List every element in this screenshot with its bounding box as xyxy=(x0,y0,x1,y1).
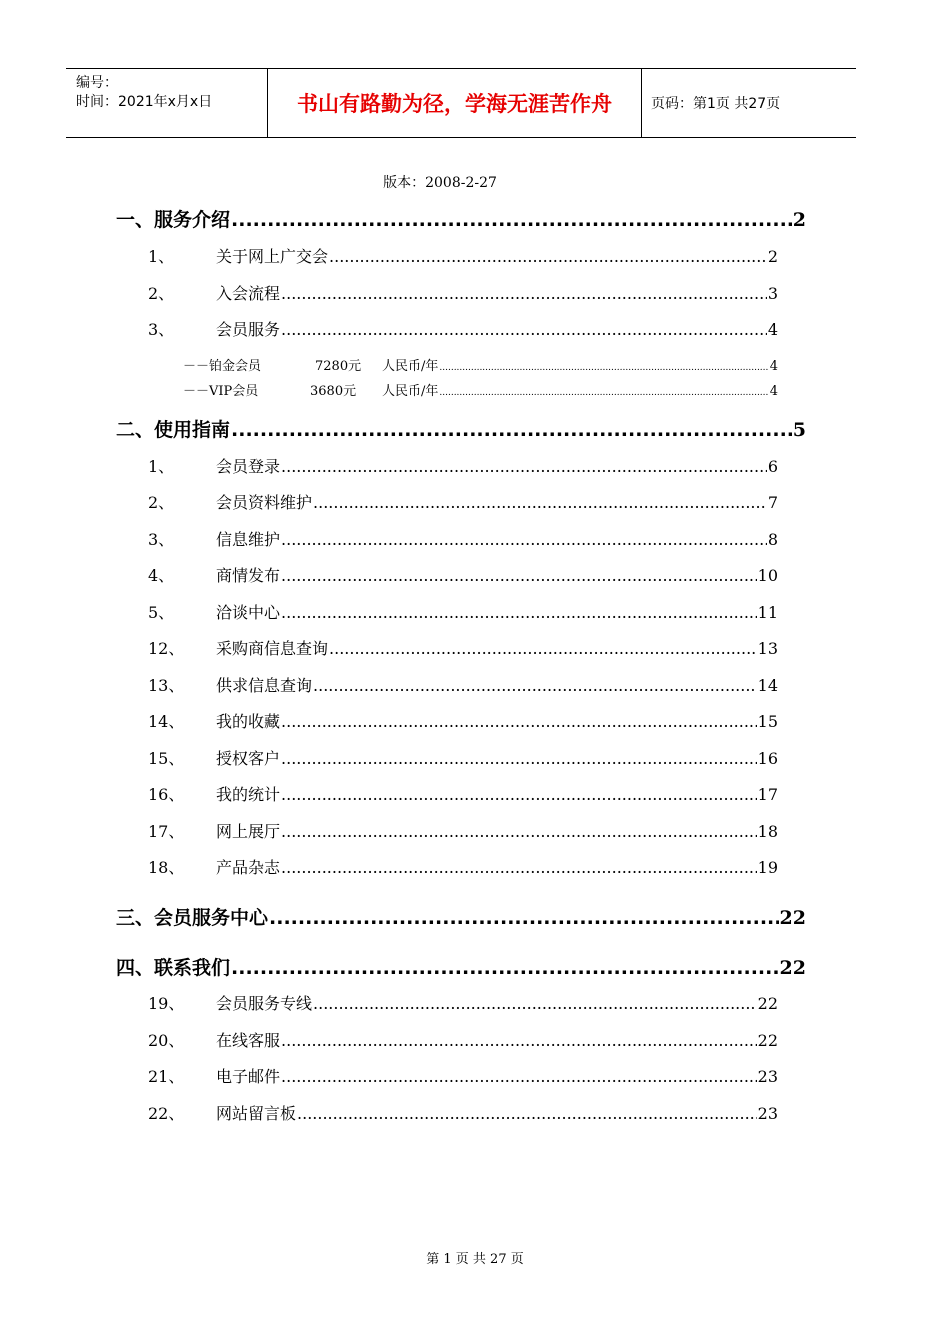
version-label: 版本：2008-2-27 xyxy=(383,175,497,191)
toc-item-index: 2、 xyxy=(148,493,175,512)
toc-item-title: 会员资料维护 xyxy=(216,493,313,512)
toc-item-title: 我的收藏 xyxy=(216,712,281,731)
page-header xyxy=(66,68,856,138)
toc-item-title: 会员服务 xyxy=(216,320,281,339)
toc-leader xyxy=(281,530,767,549)
toc-item-index: 12、 xyxy=(148,639,185,658)
toc-page: 19 xyxy=(757,858,778,877)
toc-item-index: 20、 xyxy=(148,1031,185,1050)
toc-item-index: 3、 xyxy=(148,530,175,549)
toc-section-title: 一、服务介绍 xyxy=(116,209,231,231)
toc-item-index: 19、 xyxy=(148,994,185,1013)
toc-item-title: 会员服务专线 xyxy=(216,994,313,1013)
header-meta xyxy=(66,69,267,137)
toc-sub-name: －－铂金会员 xyxy=(183,359,262,374)
toc-page: 11 xyxy=(757,603,778,622)
toc-section-title: 三、会员服务中心 xyxy=(116,907,269,929)
toc-item-title: 电子邮件 xyxy=(216,1067,281,1086)
toc-item[interactable] xyxy=(148,782,778,805)
toc-item[interactable] xyxy=(148,709,778,732)
toc-page: 5 xyxy=(792,419,806,441)
toc-item[interactable] xyxy=(148,600,778,623)
toc-item-index: 2、 xyxy=(148,284,175,303)
page-footer: 第 1 页 共 27 页 xyxy=(426,1252,524,1267)
toc-leader xyxy=(281,320,767,339)
toc-sub-price: 7280元 xyxy=(315,359,362,374)
toc-item[interactable] xyxy=(148,281,778,304)
toc-page: 4 xyxy=(767,320,778,339)
toc-leader xyxy=(231,419,792,441)
toc-item[interactable] xyxy=(148,244,778,267)
toc-leader xyxy=(313,676,757,695)
toc-subitem[interactable] xyxy=(183,380,778,399)
toc-sub-price: 3680元 xyxy=(310,384,357,399)
toc-leader xyxy=(281,1031,757,1050)
toc-item[interactable] xyxy=(148,490,778,513)
toc-page: 17 xyxy=(757,785,778,804)
toc-item-index: 4、 xyxy=(148,566,175,585)
toc-leader xyxy=(281,712,757,731)
toc-item-title: 供求信息查询 xyxy=(216,676,313,695)
toc-item-title: 入会流程 xyxy=(216,284,281,303)
toc-item[interactable] xyxy=(148,1028,778,1051)
toc-item-index: 21、 xyxy=(148,1067,185,1086)
toc-page: 22 xyxy=(779,957,806,979)
toc-item-index: 3、 xyxy=(148,320,175,339)
toc-leader xyxy=(439,388,768,398)
time-label: 时间：2021年x月x日 xyxy=(76,94,213,110)
toc-leader xyxy=(313,994,757,1013)
toc-sub-unit: 人民币/年 xyxy=(382,359,439,374)
toc-leader xyxy=(281,284,767,303)
toc-item[interactable] xyxy=(148,1064,778,1087)
toc-item[interactable] xyxy=(148,636,778,659)
header-motto: 书山有路勤为径，学海无涯苦作舟 xyxy=(267,69,642,137)
toc-section-2[interactable] xyxy=(116,415,806,442)
toc-page: 22 xyxy=(779,907,806,929)
toc-item-title: 产品杂志 xyxy=(216,858,281,877)
toc-page: 14 xyxy=(757,676,778,695)
toc-leader xyxy=(269,907,779,929)
toc-leader xyxy=(281,749,757,768)
toc-item-title: 关于网上广交会 xyxy=(216,247,329,266)
toc-item-index: 1、 xyxy=(148,247,175,266)
toc-leader xyxy=(281,822,757,841)
toc-page: 23 xyxy=(757,1067,778,1086)
toc-page: 2 xyxy=(767,247,778,266)
toc-page: 18 xyxy=(757,822,778,841)
toc-item-index: 16、 xyxy=(148,785,185,804)
toc-leader xyxy=(281,457,767,476)
toc-item-title: 网站留言板 xyxy=(216,1104,297,1123)
toc-leader xyxy=(281,566,757,585)
toc-item[interactable] xyxy=(148,454,778,477)
serial-label: 编号： xyxy=(76,75,118,91)
toc-item-index: 1、 xyxy=(148,457,175,476)
toc-item[interactable] xyxy=(148,563,778,586)
toc-item[interactable] xyxy=(148,1101,778,1124)
toc-item[interactable] xyxy=(148,317,778,340)
toc-page: 6 xyxy=(767,457,778,476)
toc-leader xyxy=(231,957,779,979)
toc-item-index: 14、 xyxy=(148,712,185,731)
toc-page: 2 xyxy=(792,209,806,231)
toc-leader xyxy=(231,209,792,231)
toc-item[interactable] xyxy=(148,527,778,550)
toc-page: 10 xyxy=(757,566,778,585)
toc-page: 7 xyxy=(767,493,778,512)
toc-leader xyxy=(439,363,768,373)
toc-sub-unit: 人民币/年 xyxy=(382,384,439,399)
toc-page: 22 xyxy=(757,994,778,1013)
header-page-info: 页码：第1页 共27页 xyxy=(651,96,781,112)
toc-item-index: 13、 xyxy=(148,676,185,695)
toc-leader xyxy=(281,1067,757,1086)
toc-section-title: 四、联系我们 xyxy=(116,957,231,979)
toc-page: 15 xyxy=(757,712,778,731)
toc-page: 4 xyxy=(769,384,778,399)
toc-section-4[interactable] xyxy=(116,953,806,980)
toc-page: 8 xyxy=(767,530,778,549)
toc-page: 23 xyxy=(757,1104,778,1123)
toc-leader xyxy=(297,1104,757,1123)
toc-section-1[interactable] xyxy=(116,205,806,232)
toc-item-index: 17、 xyxy=(148,822,185,841)
toc-page: 16 xyxy=(757,749,778,768)
toc-item[interactable] xyxy=(148,819,778,842)
toc-page: 4 xyxy=(769,359,778,374)
toc-item-index: 5、 xyxy=(148,603,175,622)
toc-page: 3 xyxy=(767,284,778,303)
toc-item-title: 我的统计 xyxy=(216,785,281,804)
toc-item-index: 15、 xyxy=(148,749,185,768)
toc-item[interactable] xyxy=(148,991,778,1014)
toc-item[interactable] xyxy=(148,673,778,696)
toc-item-title: 网上展厅 xyxy=(216,822,281,841)
toc-item[interactable] xyxy=(148,855,778,878)
toc-item-title: 洽谈中心 xyxy=(216,603,281,622)
toc-item-title: 采购商信息查询 xyxy=(216,639,329,658)
toc-leader xyxy=(329,639,757,658)
toc-subitem[interactable] xyxy=(183,355,778,374)
toc-leader xyxy=(329,247,767,266)
toc-page: 22 xyxy=(757,1031,778,1050)
toc-page: 13 xyxy=(757,639,778,658)
toc-item-title: 商情发布 xyxy=(216,566,281,585)
toc-item-index: 18、 xyxy=(148,858,185,877)
toc-leader xyxy=(281,858,757,877)
toc-sub-name: －－VIP会员 xyxy=(183,384,259,399)
toc-item-title: 授权客户 xyxy=(216,749,281,768)
toc-item-title: 信息维护 xyxy=(216,530,281,549)
toc-leader xyxy=(313,493,767,512)
toc-item-title: 在线客服 xyxy=(216,1031,281,1050)
toc-item-title: 会员登录 xyxy=(216,457,281,476)
toc-leader xyxy=(281,785,757,804)
toc-item[interactable] xyxy=(148,746,778,769)
toc-section-3[interactable] xyxy=(116,903,806,930)
toc-leader xyxy=(281,603,757,622)
toc-section-title: 二、使用指南 xyxy=(116,419,231,441)
toc-item-index: 22、 xyxy=(148,1104,185,1123)
